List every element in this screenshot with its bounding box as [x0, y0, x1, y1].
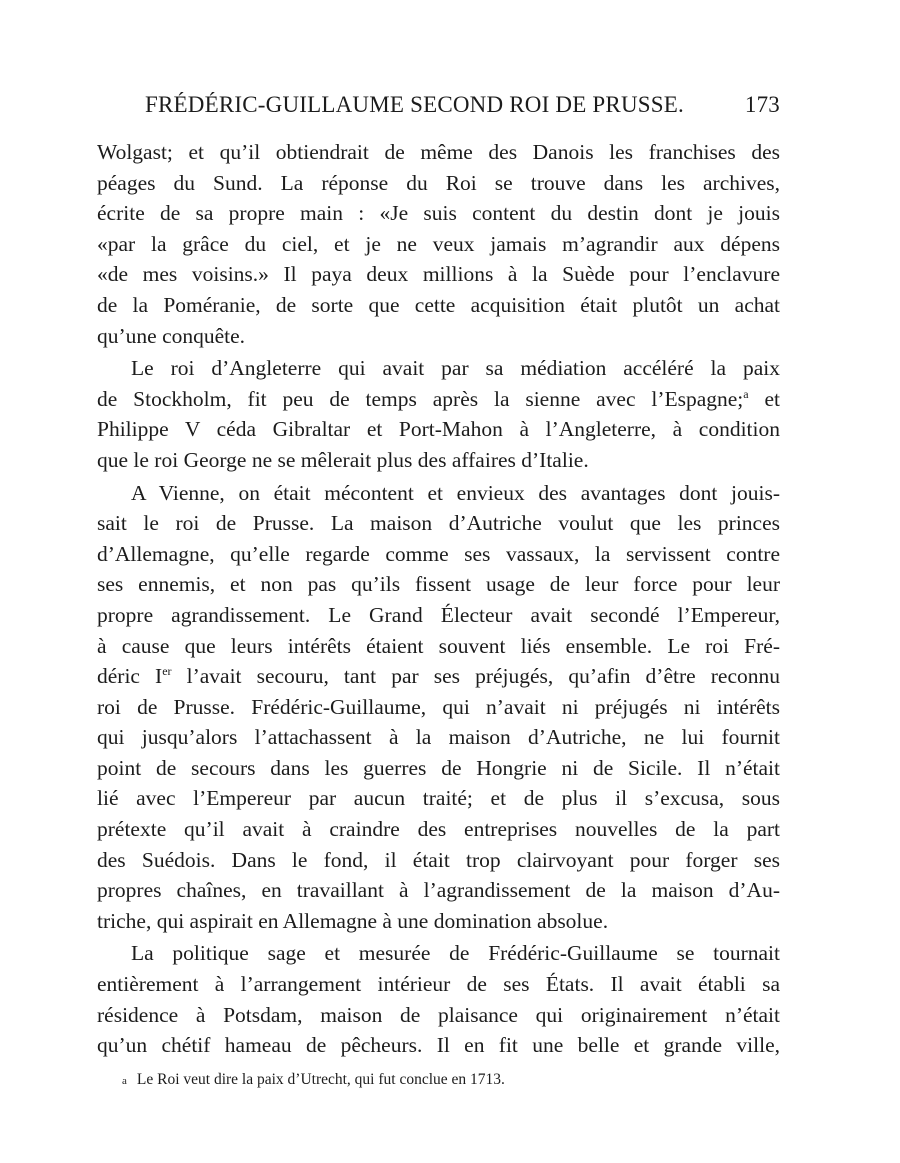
body-text — [97, 137, 780, 1061]
text-line: roi de Prusse. Frédéric-Guillaume, qui n’avait ni préjugés ni intérêts — [97, 694, 780, 719]
text-line: propres chaînes, en travaillant à l’agrandissement de la maison d’Au- — [97, 878, 780, 903]
text-line: péages du Sund. La réponse du Roi se trouve dans les archives, — [97, 170, 780, 195]
text-line: sait le roi de Prusse. La maison d’Autriche voulut que les princes — [97, 511, 780, 536]
text-line: des Suédois. Dans le fond, il était trop clairvoyant pour forger ses — [97, 847, 780, 872]
text-line: «par la grâce du ciel, et je ne veux jamais m’agrandir aux dépens — [97, 231, 780, 256]
text-line: triche, qui aspirait en Allemagne à une domination absolue. — [97, 908, 609, 933]
page-number: 173 — [744, 92, 780, 117]
paragraph — [97, 938, 780, 1060]
text-line: de la Poméranie, de sorte que cette acquisition était plutôt un achat — [97, 292, 780, 317]
footnote — [97, 1069, 780, 1092]
text-line: «de mes voisins.» Il paya deux millions à la Suède pour l’enclavure — [97, 262, 780, 287]
text-line: qui jusqu’alors l’attachassent à la maison d’Autriche, ne lui fournit — [97, 725, 780, 750]
text-line: prétexte qu’il avait à craindre des entreprises nouvelles de la part — [97, 817, 780, 842]
line-text: de Stockholm, fit peu de temps après la sienne avec l’Espagne; — [97, 386, 744, 411]
text-line: écrite de sa propre main : «Je suis content du destin dont je jouis — [97, 201, 780, 226]
text-line — [97, 384, 780, 415]
line-text: déric I — [97, 664, 163, 689]
footnote-mark: a — [122, 1074, 127, 1087]
line-text: l’avait secouru, tant par ses préjugés, qu’afin d’être reconnu — [171, 664, 780, 689]
paragraph — [97, 478, 780, 937]
text-line: Philippe V céda Gibraltar et Port-Mahon à l’Angleterre, à condition — [97, 417, 780, 442]
text-line: Le roi d’Angleterre qui avait par sa médiation accéléré la paix — [131, 356, 780, 381]
text-line: point de secours dans les guerres de Hongrie ni de Sicile. Il n’était — [97, 755, 780, 780]
text-line: propre agrandissement. Le Grand Électeur avait secondé l’Empereur, — [97, 602, 780, 627]
superscript-ordinal: er — [162, 664, 172, 679]
text-line: A Vienne, on était mécontent et envieux des avantages dont jouis- — [131, 480, 780, 505]
running-head — [97, 92, 780, 126]
paragraph — [97, 137, 780, 351]
text-line: ses ennemis, et non pas qu’ils fissent usage de leur force pour leur — [97, 572, 780, 597]
text-line: qu’une conquête. — [97, 323, 246, 348]
book-page — [97, 92, 780, 1092]
text-line — [97, 661, 780, 692]
paragraph — [97, 353, 780, 475]
text-line: La politique sage et mesurée de Frédéric-Guillaume se tournait — [131, 941, 780, 966]
text-line: lié avec l’Empereur par aucun traité; et de plus il s’excusa, sous — [97, 786, 780, 811]
text-line: qu’un chétif hameau de pêcheurs. Il en fit une belle et grande ville, — [97, 1033, 780, 1058]
footnote-text: Le Roi veut dire la paix d’Utrecht, qui fut conclue en 1713. — [136, 1070, 505, 1088]
text-line: que le roi George ne se mêlerait plus des affaires d’Italie. — [97, 447, 589, 472]
text-line: entièrement à l’arrangement intérieur de ses États. Il avait établi sa — [97, 972, 780, 997]
text-line: d’Allemagne, qu’elle regarde comme ses vassaux, la servissent contre — [97, 541, 780, 566]
footnote-reference[interactable]: a — [743, 386, 749, 401]
text-line: à cause que leurs intérêts étaient souvent liés ensemble. Le roi Fré- — [97, 633, 780, 658]
line-text: et — [748, 386, 780, 411]
text-line: résidence à Potsdam, maison de plaisance qui originairement n’était — [97, 1002, 780, 1027]
text-line: Wolgast; et qu’il obtiendrait de même des Danois les franchises des — [97, 140, 780, 164]
running-title: FRÉDÉRIC-GUILLAUME SECOND ROI DE PRUSSE. — [145, 92, 684, 117]
